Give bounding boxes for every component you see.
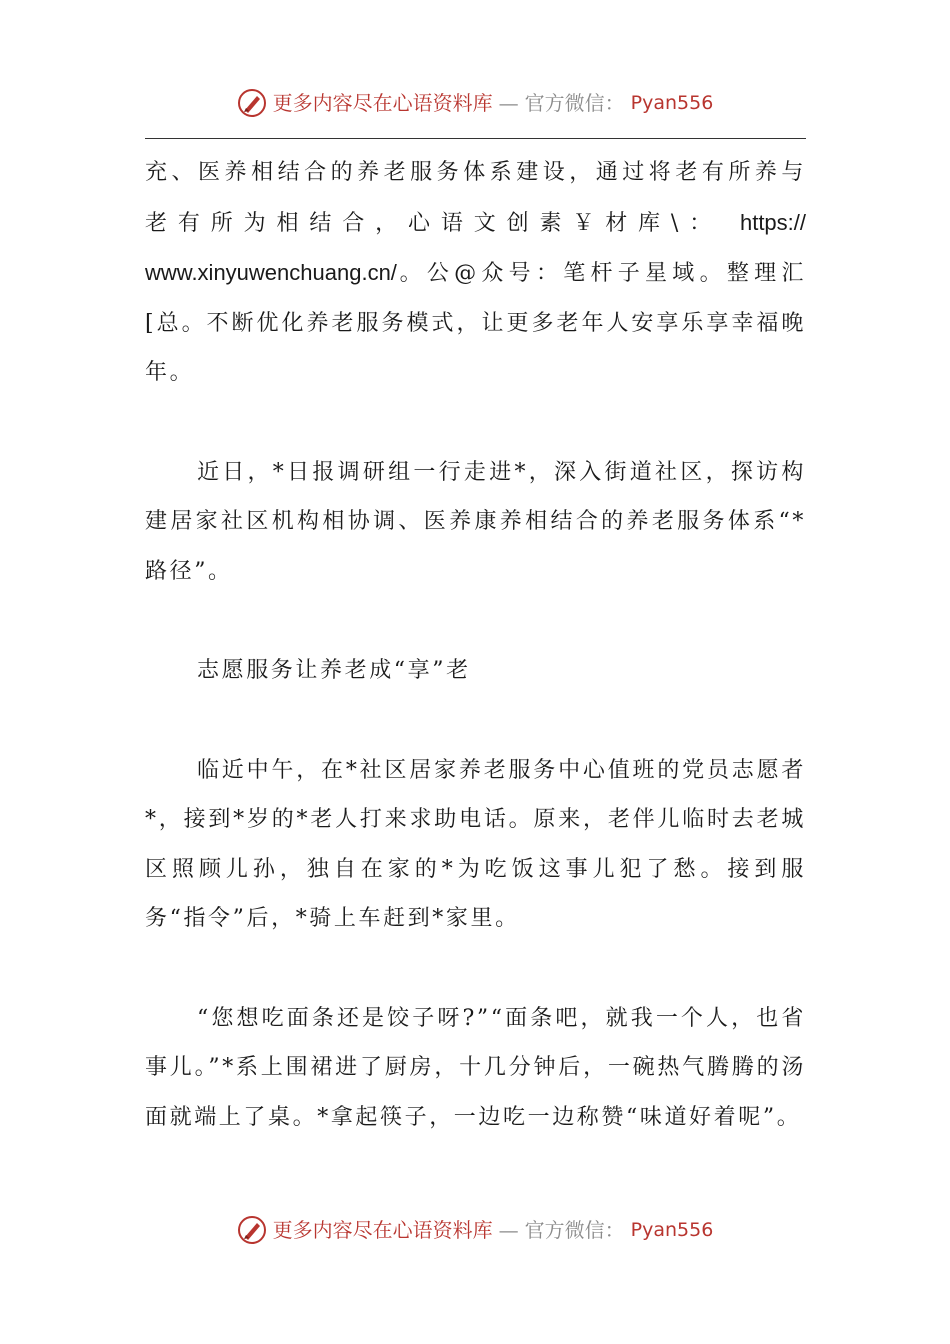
header-promo-main: 更多内容尽在心语资料库 <box>272 91 493 115</box>
paragraph-1-line-2-text: 老有所为相结合，心语文创素￥材库\： <box>145 210 723 236</box>
header-promo-sep: — <box>498 91 519 115</box>
paragraph-1-line-3-text: 。公@众号：笔杆子星域。整理汇 <box>396 261 806 286</box>
footer-promo-sep: — <box>498 1218 519 1242</box>
paragraph-1-rest: [总。不断优化养老服务模式，让更多老年人安享乐享幸福晚年。 <box>145 310 806 385</box>
header-promo-wechat: 官方微信： <box>524 91 625 115</box>
footer-promo-wechat: 官方微信： <box>524 1218 625 1242</box>
paragraph-1 <box>145 148 806 398</box>
pen-logo-icon <box>237 1215 267 1245</box>
document-body <box>145 148 806 1192</box>
pen-logo-icon <box>237 88 267 118</box>
paragraph-5: “您想吃面条还是饺子呀?”“面条吧，就我一个人，也省事儿。”*系上围裙进了厨房，十几分钟后，一碗热气腾腾的汤面就端上了桌。*拿起筷子，一边吃一边称赞“味道好着呢”。 <box>145 1005 806 1130</box>
section-heading: 志愿服务让养老成“享”老 <box>197 658 471 683</box>
url-part-1[interactable]: https:// <box>739 209 807 235</box>
header-promo-id: Pyan556 <box>630 92 714 114</box>
paragraph-1-line-2 <box>145 198 806 249</box>
header-divider <box>145 138 806 139</box>
header-promo-banner <box>0 88 950 118</box>
paragraph-1-line-1: 充、医养相结合的养老服务体系建设，通过将老有所养与 <box>145 160 806 185</box>
footer-promo-id: Pyan556 <box>630 1219 714 1241</box>
paragraph-2: 近日，*日报调研组一行走进*，深入街道社区，探访构建居家社区机构相协调、医养康养相结合的养老服务体系“*路径”。 <box>145 459 806 584</box>
footer-promo-main: 更多内容尽在心语资料库 <box>272 1218 493 1242</box>
paragraph-4: 临近中午，在*社区居家养老服务中心值班的党员志愿者*，接到*岁的*老人打来求助电话。原来，老伴儿临时去老城区照顾儿孙，独自在家的*为吃饭这事儿犯了愁。接到服务“指令”后，*骑上车赶到*家里。 <box>145 757 806 931</box>
paragraph-1-line-3 <box>145 248 806 299</box>
footer-promo-banner <box>0 1215 950 1245</box>
url-part-2[interactable]: www.xinyuwenchuang.cn/ <box>145 260 397 285</box>
